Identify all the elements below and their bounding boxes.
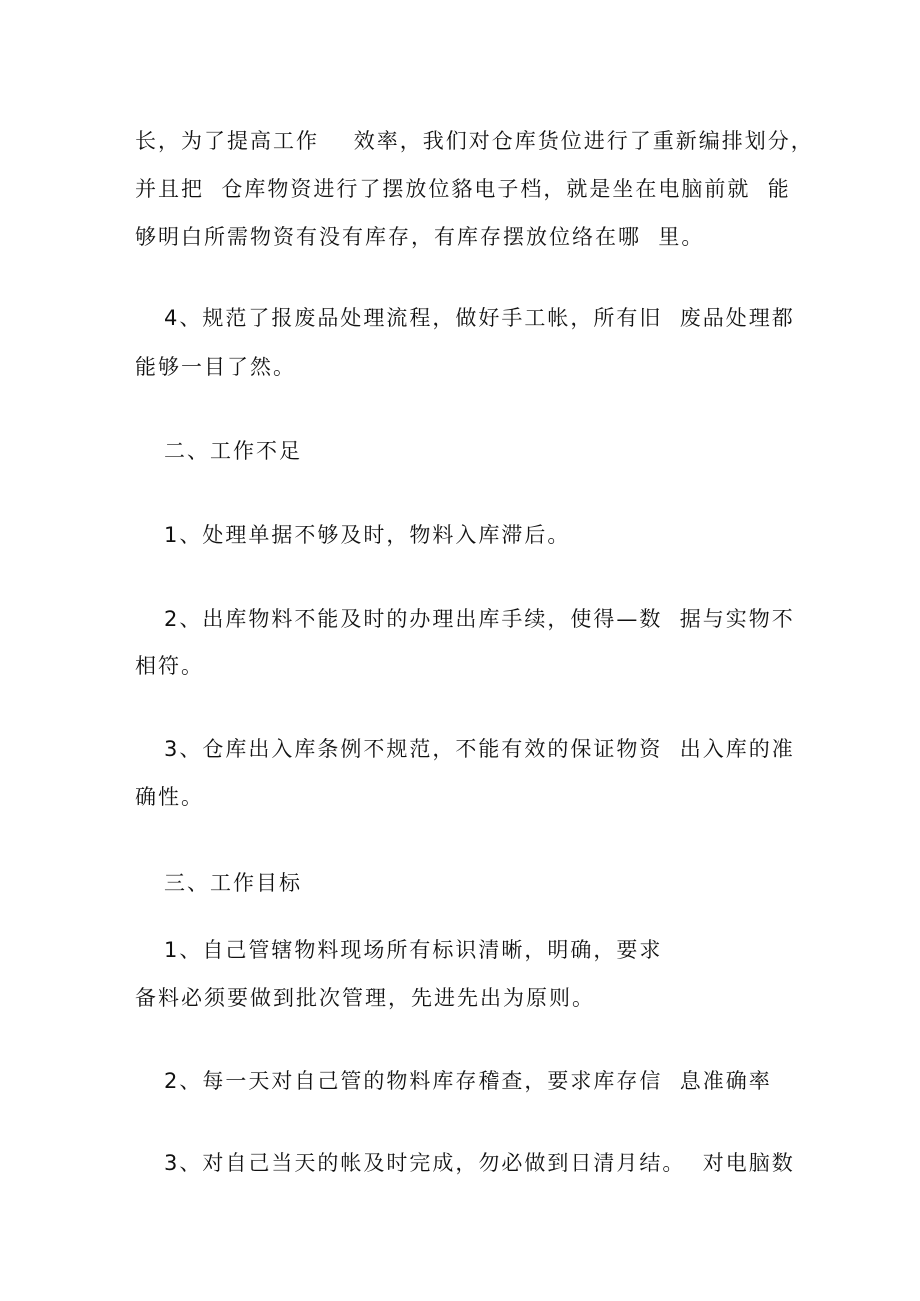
section-heading-shortcomings: 二、工作不足 bbox=[164, 439, 302, 463]
goal-item-3: 3、对自己当天的帐及时完成，勿必做到日清月结。 对电脑数 bbox=[164, 1151, 795, 1175]
list-item-2-line-1: 2、出库物料不能及时的办理出库手续，使得—数 据与实物不 bbox=[164, 607, 795, 631]
text-line-1: 长，为了提高工作 效率，我们对仓库货位进行了重新编排划分， bbox=[135, 129, 814, 153]
text-line-2: 并且把 仓库物资进行了摆放位貉电子档，就是坐在电脑前就 能 bbox=[135, 177, 791, 201]
section-heading-goals: 三、工作目标 bbox=[164, 871, 302, 895]
list-item-3-line-2: 确性。 bbox=[135, 785, 204, 809]
list-item-1: 1、处理单据不够及时，物料入库滞后。 bbox=[164, 523, 571, 547]
goal-item-1-line-1: 1、自己管辖物料现场所有标识清晰，明确，要求 bbox=[164, 938, 663, 962]
list-item-4-line-1: 4、规范了报废品处理流程，做好手工帐，所有旧 废品处理都 bbox=[164, 306, 795, 330]
goal-item-1-line-2: 备料必须要做到批次管理，先进先出为原则。 bbox=[135, 986, 595, 1010]
goal-item-2: 2、每一天对自己管的物料库存稽查，要求库存信 息准确率 bbox=[164, 1069, 772, 1093]
text-line-3: 够明白所需物资有没有库存，有库存摆放位络在哪 里。 bbox=[135, 225, 705, 249]
list-item-2-line-2: 相符。 bbox=[135, 654, 204, 678]
list-item-4-line-2: 能够一目了然。 bbox=[135, 355, 296, 379]
list-item-3-line-1: 3、仓库出入库条例不规范，不能有效的保证物资 出入库的准 bbox=[164, 737, 795, 761]
